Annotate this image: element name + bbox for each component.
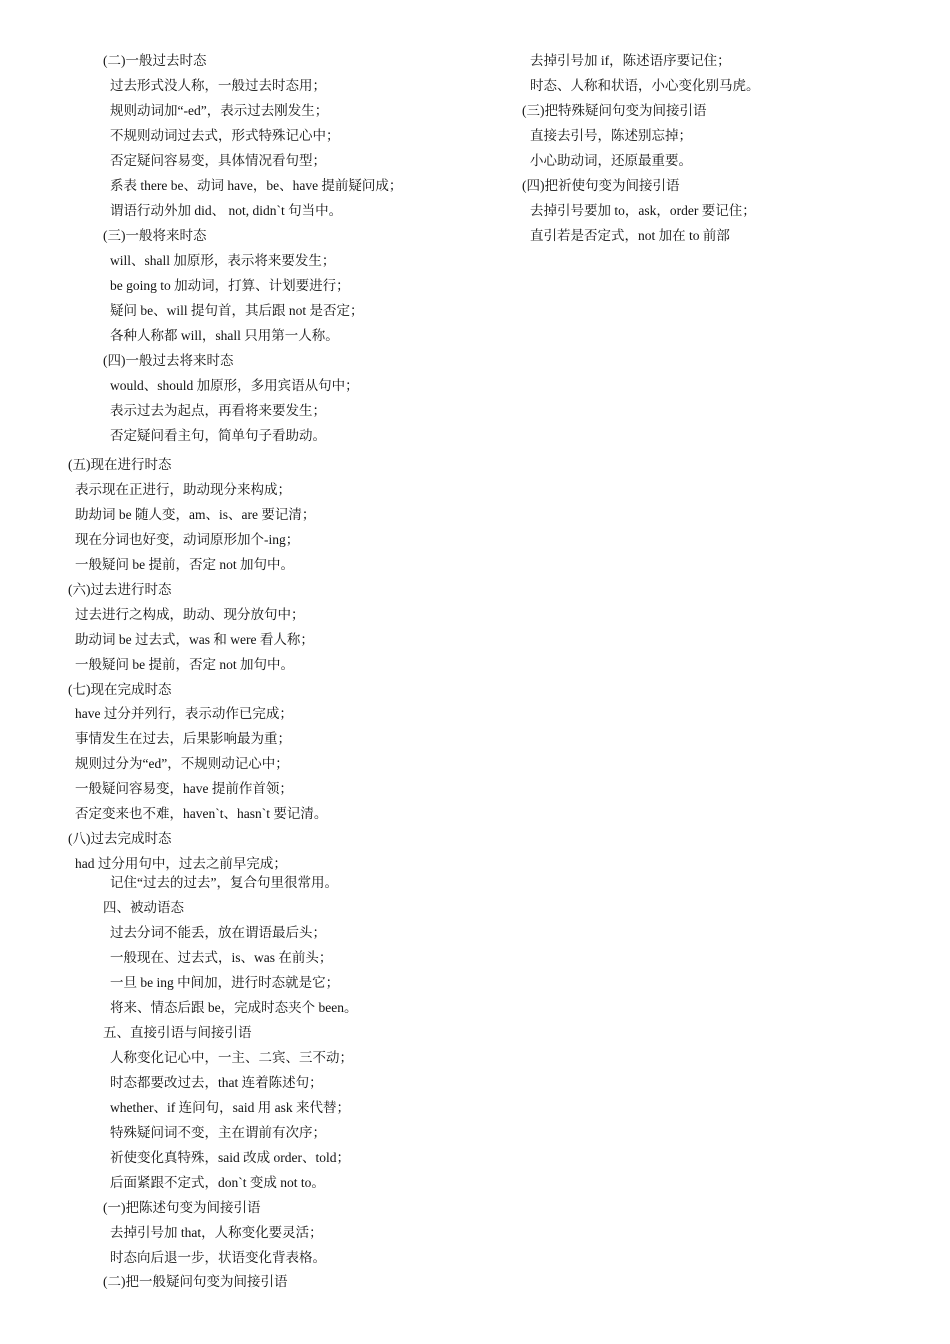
section-heading: (一)把陈述句变为间接引语 [103,1200,261,1215]
text-line: 去掉引号要加 to，ask，order 要记住； [530,203,756,218]
section-heading: (二)一般过去时态 [103,53,207,68]
text-line: 疑问 be、will 提句首，其后跟 not 是否定； [110,303,364,318]
text-line: whether、if 连问句，said 用 ask 来代替； [110,1100,350,1115]
text-line: 过去形式没人称，一般过去时态用； [110,78,326,93]
text-line: 规则过分为“ed”，不规则动记心中； [75,756,289,771]
text-line: 过去分词不能丢，放在谓语最后头； [110,925,326,940]
text-line: 去掉引号加 that，人称变化要灵活； [110,1225,323,1240]
section-heading: (四)把祈使句变为间接引语 [522,178,680,193]
section-heading: (八)过去完成时态 [68,831,172,846]
text-line: 否定疑问看主句，简单句子看助动。 [110,428,326,443]
text-line: 祈使变化真特殊，said 改成 order、told； [110,1150,350,1165]
text-line: 否定变来也不难，haven`t、hasn`t 要记清。 [75,806,328,821]
text-line: 否定疑问容易变，具体情况看句型； [110,153,326,168]
text-line: 助动词 be 过去式，was 和 were 看人称； [75,632,314,647]
section-heading: (六)过去进行时态 [68,582,172,597]
section-heading: (三)一般将来时态 [103,228,207,243]
text-line: had 过分用句中，过去之前早完成； [75,856,287,871]
text-line: 时态都要改过去，that 连着陈述句； [110,1075,323,1090]
text-line: 表示过去为起点，再看将来要发生； [110,403,326,418]
text-line: 系表 there be、动词 have，be、have 提前疑问成； [110,178,403,193]
text-line: would、should 加原形，多用宾语从句中； [110,378,359,393]
text-line: 一般现在、过去式，is、was 在前头； [110,950,333,965]
text-line: be going to 加动词，打算、计划要进行； [110,278,350,293]
text-line: 直接去引号，陈述别忘掉； [530,128,692,143]
text-line: 人称变化记心中，一主、二宾、三不动； [110,1050,353,1065]
text-line: 去掉引号加 if，陈述语序要记住； [530,53,731,68]
text-line: 过去进行之构成，助动、现分放句中； [75,607,305,622]
text-line: 记住“过去的过去”，复合句里很常用。 [110,875,338,890]
section-heading: 四、被动语态 [103,900,184,915]
text-line: 助劫词 be 随人变，am、is、are 要记清； [75,507,316,522]
text-line: 各种人称都 will，shall 只用第一人称。 [110,328,339,343]
text-line: 事情发生在过去，后果影响最为重； [75,731,291,746]
text-line: 小心助动词，还原最重要。 [530,153,692,168]
text-line: 不规则动词过去式，形式特殊记心中； [110,128,340,143]
text-line: 特殊疑问词不变，主在谓前有次序； [110,1125,326,1140]
text-line: 时态、人称和状语，小心变化别马虎。 [530,78,760,93]
text-line: 一般疑问容易变，have 提前作首领； [75,781,293,796]
section-heading: (七)现在完成时态 [68,682,172,697]
text-line: 表示现在正进行，助动现分来构成； [75,482,291,497]
section-heading: (五)现在进行时态 [68,457,172,472]
text-line: will、shall 加原形，表示将来要发生； [110,253,336,268]
text-line: 谓语行动外加 did、 not, didn`t 句当中。 [110,203,343,218]
text-line: 将来、情态后跟 be，完成时态夹个 been。 [110,1000,358,1015]
section-heading: (二)把一般疑问句变为间接引语 [103,1274,288,1289]
text-line: 时态向后退一步，状语变化背表格。 [110,1250,326,1265]
section-heading: (四)一般过去将来时态 [103,353,234,368]
section-heading: (三)把特殊疑问句变为间接引语 [522,103,707,118]
text-line: 规则动词加“-ed”，表示过去刚发生； [110,103,329,118]
text-line: 一般疑问 be 提前，否定 not 加句中。 [75,657,294,672]
section-heading: 五、直接引语与间接引语 [103,1025,252,1040]
text-line: 直引若是否定式，not 加在 to 前部 [530,228,730,243]
text-line: 后面紧跟不定式，don`t 变成 not to。 [110,1175,325,1190]
text-line: have 过分并列行，表示动作已完成； [75,706,293,721]
text-line: 现在分词也好变，动词原形加个-ing； [75,532,300,547]
text-line: 一般疑问 be 提前，否定 not 加句中。 [75,557,294,572]
text-line: 一旦 be ing 中间加，进行时态就是它； [110,975,340,990]
